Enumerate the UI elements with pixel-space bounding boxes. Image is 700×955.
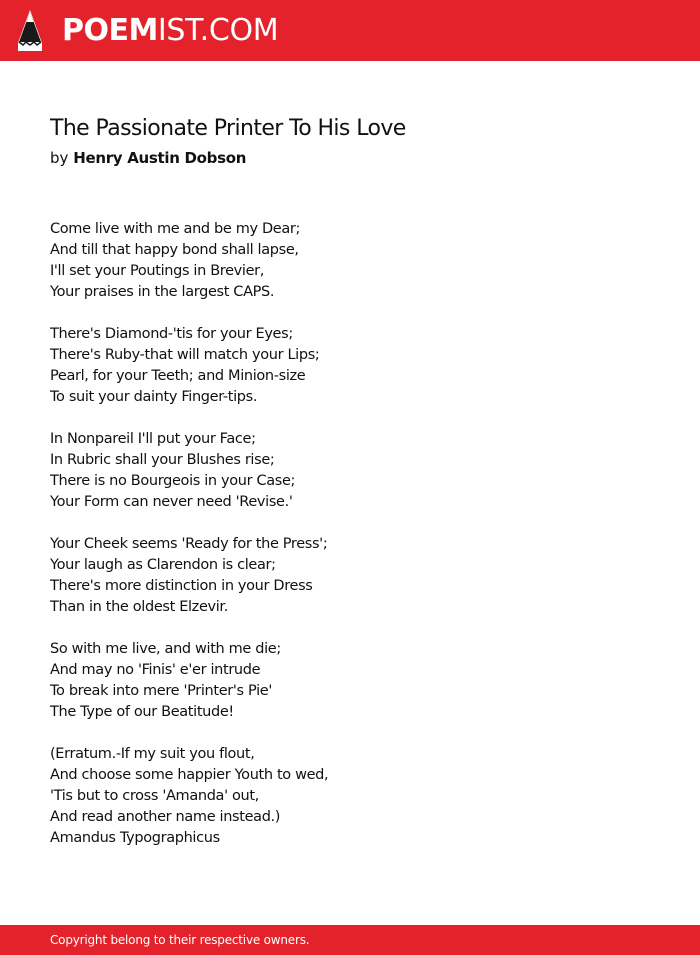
logo-light-text: IST.COM — [157, 13, 279, 48]
poem-line: And till that happy bond shall lapse, — [50, 242, 299, 258]
poem-line: Your Cheek seems 'Ready for the Press'; — [50, 536, 328, 552]
poem-line: And may no 'Finis' e'er intrude — [50, 662, 261, 678]
logo-bold-text: POEM — [62, 13, 158, 48]
poem-line: The Type of our Beatitude! — [50, 704, 234, 720]
poem-line: There's Ruby-that will match your Lips; — [50, 347, 320, 363]
site-logo[interactable] — [62, 12, 278, 50]
poem-line: There's more distinction in your Dress — [50, 578, 313, 594]
stanza — [50, 534, 328, 618]
poem-line: There is no Bourgeois in your Case; — [50, 473, 296, 489]
poem-line: Your laugh as Clarendon is clear; — [50, 557, 276, 573]
stanza — [50, 744, 328, 849]
poem-line: Come live with me and be my Dear; — [50, 221, 301, 237]
byline — [50, 149, 246, 167]
stanza — [50, 429, 328, 513]
poem-line: Amandus Typographicus — [50, 830, 220, 846]
poem-line: And read another name instead.) — [50, 809, 281, 825]
stanza — [50, 324, 328, 408]
poem-line: 'Tis but to cross 'Amanda' out, — [50, 788, 259, 804]
poem-line: And choose some happier Youth to wed, — [50, 767, 329, 783]
poem-line: To suit your dainty Finger-tips. — [50, 389, 258, 405]
poem-line: There's Diamond-'tis for your Eyes; — [50, 326, 293, 342]
poem-line: Your Form can never need 'Revise.' — [50, 494, 293, 510]
poem-line: Than in the oldest Elzevir. — [50, 599, 228, 615]
poem-line: Your praises in the largest CAPS. — [50, 284, 275, 300]
poem-line: To break into mere 'Printer's Pie' — [50, 683, 272, 699]
stanza — [50, 219, 328, 303]
author-name: Henry Austin Dobson — [73, 149, 247, 167]
poem-title: The Passionate Printer To His Love — [50, 116, 406, 141]
poem-line: In Rubric shall your Blushes rise; — [50, 452, 275, 468]
copyright-notice: Copyright belong to their respective owners. — [50, 933, 310, 947]
poem-line: So with me live, and with me die; — [50, 641, 281, 657]
poem-line: I'll set your Poutings in Brevier, — [50, 263, 265, 279]
poem-line: (Erratum.-If my suit you flout, — [50, 746, 255, 762]
site-footer — [0, 925, 700, 955]
site-header — [0, 0, 700, 61]
pen-nib-icon — [18, 10, 42, 51]
poem-body — [50, 219, 328, 870]
by-label: by — [50, 149, 69, 167]
stanza — [50, 639, 328, 723]
poem-line: Pearl, for your Teeth; and Minion-size — [50, 368, 306, 384]
poem-line: In Nonpareil I'll put your Face; — [50, 431, 256, 447]
